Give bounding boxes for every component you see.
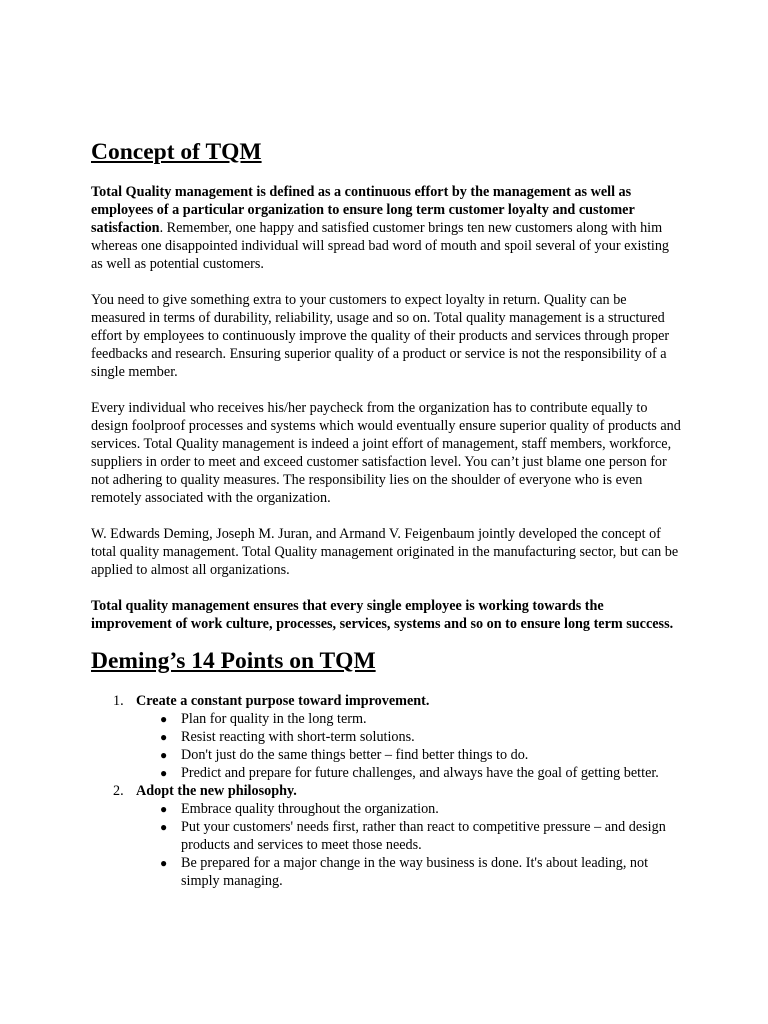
list-item [136,710,681,728]
list-item [136,818,681,854]
point-number: 2. [113,783,124,799]
paragraph-summary [91,597,681,633]
list-item [136,764,681,782]
list-item [136,854,681,890]
list-item [136,746,681,764]
point-bullet-list [136,710,681,782]
definition-rest-text: . Remember, one happy and satisfied customer brings ten new customers along with him whereas one disappointed individual will spread bad word of mouth and spoil several of your existing as well as potential customers. [91,220,670,272]
bullet-text: Plan for quality in the long term. [181,711,367,727]
paragraph-contribution: Every individual who receives his/her paycheck from the organization has to contribute equally to design foolproof processes and systems which would eventually ensure superior quality of products and services. Total Quality management is indeed a joint effort of management, staff members, workforce, suppliers in order to meet and exceed customer satisfaction level. You can’t just blame one person for not adhering to quality measures. The responsibility lies on the shoulder of everyone who is even remotely associated with the organization. [91,400,681,506]
point-title: Adopt the new philosophy. [136,783,297,799]
point-number: 1. [113,693,124,709]
section-heading-deming: Deming’s 14 Points on TQM [91,648,376,674]
bullet-text: Be prepared for a major change in the way business is done. It's about leading, not simply managing. [181,855,649,889]
bullet-text: Don't just do the same things better – find better things to do. [181,747,529,763]
point-bullet-list [136,800,681,890]
list-item-point-2 [91,782,681,890]
bullet-icon: ● [160,766,168,780]
list-item-point-1 [91,692,681,782]
bullet-icon: ● [160,820,168,834]
point-title: Create a constant purpose toward improvement. [136,693,430,709]
bullet-text: Resist reacting with short-term solutions. [181,729,415,745]
bullet-icon: ● [160,748,168,762]
paragraph-definition [91,183,681,273]
list-item [136,800,681,818]
bullet-text: Embrace quality throughout the organization. [181,801,439,817]
paragraph-origin: W. Edwards Deming, Joseph M. Juran, and Armand V. Feigenbaum jointly developed the concept of total quality management. Total Quality management originated in the manufacturing sector, but can be applied to almost all organizations. [91,526,679,578]
bullet-icon: ● [160,712,168,726]
bullet-text: Put your customers' needs first, rather than react to competitive pressure – and design products and services to meet those needs. [181,819,666,853]
paragraph-loyalty: You need to give something extra to your customers to expect loyalty in return. Quality can be measured in terms of durability, reliability, usage and so on. Total quality management is a structured effort by employees to continuously improve the quality of their products and services through proper feedbacks and research. Ensuring superior quality of a product or service is not the responsibility of a single member. [91,292,670,380]
definition-bold-text: Total Quality management is defined as a continuous effort by the management as well as employees of a particular organization to ensure long term customer loyalty and customer satisfaction [91,184,635,236]
bullet-text: Predict and prepare for future challenges, and always have the goal of getting better. [181,765,659,781]
list-item [136,728,681,746]
bullet-icon: ● [160,802,168,816]
document-page [91,138,681,890]
bullet-icon: ● [160,730,168,744]
section-heading-concept: Concept of TQM [91,139,262,165]
bullet-icon: ● [160,856,168,870]
deming-points-list [91,692,681,890]
summary-bold-text: Total quality management ensures that every single employee is working towards the improvement of work culture, processes, services, systems and so on to ensure long term success. [91,598,674,632]
